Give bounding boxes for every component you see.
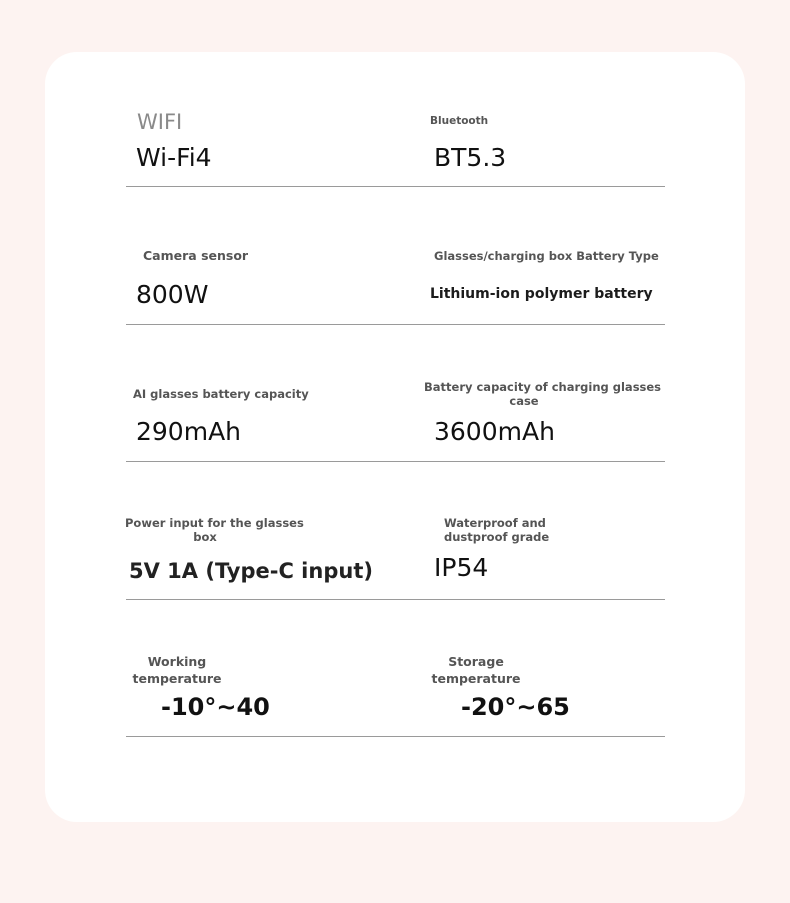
row-divider: [126, 461, 665, 462]
row-divider: [126, 186, 665, 187]
row-divider: [126, 599, 665, 600]
power-input-label: [125, 516, 304, 544]
power-input-value: 5V 1A (Type-C input): [129, 559, 373, 583]
power-input-label-line1: Power input for the glasses: [125, 516, 304, 530]
case-battery-label: [424, 380, 662, 408]
bluetooth-value: BT5.3: [434, 143, 507, 172]
camera-sensor-label: Camera sensor: [143, 248, 249, 263]
battery-type-label: Glasses/charging box Battery Type: [434, 249, 659, 263]
power-input-label-line2: box: [193, 530, 217, 544]
working-temp-label-line1: Working: [147, 654, 207, 669]
bluetooth-label: Bluetooth: [430, 115, 489, 127]
waterproof-label-line2: dustproof grade: [444, 530, 550, 544]
working-temp-label-line2: temperature: [132, 671, 222, 686]
case-battery-value: 3600mAh: [434, 417, 555, 446]
case-battery-label-line2: case: [509, 394, 539, 408]
row-divider: [126, 736, 665, 737]
wifi-value: Wi-Fi4: [136, 143, 212, 172]
working-temp-label: [127, 653, 227, 687]
waterproof-label: [444, 516, 550, 544]
case-battery-label-line1: Battery capacity of charging glasses: [424, 380, 662, 394]
glasses-battery-label: AI glasses battery capacity: [133, 387, 309, 401]
working-temp-value: -10°~40: [161, 693, 270, 721]
wifi-label: WIFI: [137, 110, 183, 134]
battery-type-value: Lithium-ion polymer battery: [430, 286, 653, 302]
storage-temp-label: [426, 653, 526, 687]
storage-temp-label-line1: Storage: [448, 654, 504, 669]
waterproof-label-line1: Waterproof and: [444, 516, 546, 530]
glasses-battery-value: 290mAh: [136, 417, 242, 446]
camera-sensor-value: 800W: [136, 280, 209, 309]
storage-temp-label-line2: temperature: [431, 671, 521, 686]
storage-temp-value: -20°~65: [461, 693, 570, 721]
row-divider: [126, 324, 665, 325]
waterproof-value: IP54: [434, 553, 489, 582]
